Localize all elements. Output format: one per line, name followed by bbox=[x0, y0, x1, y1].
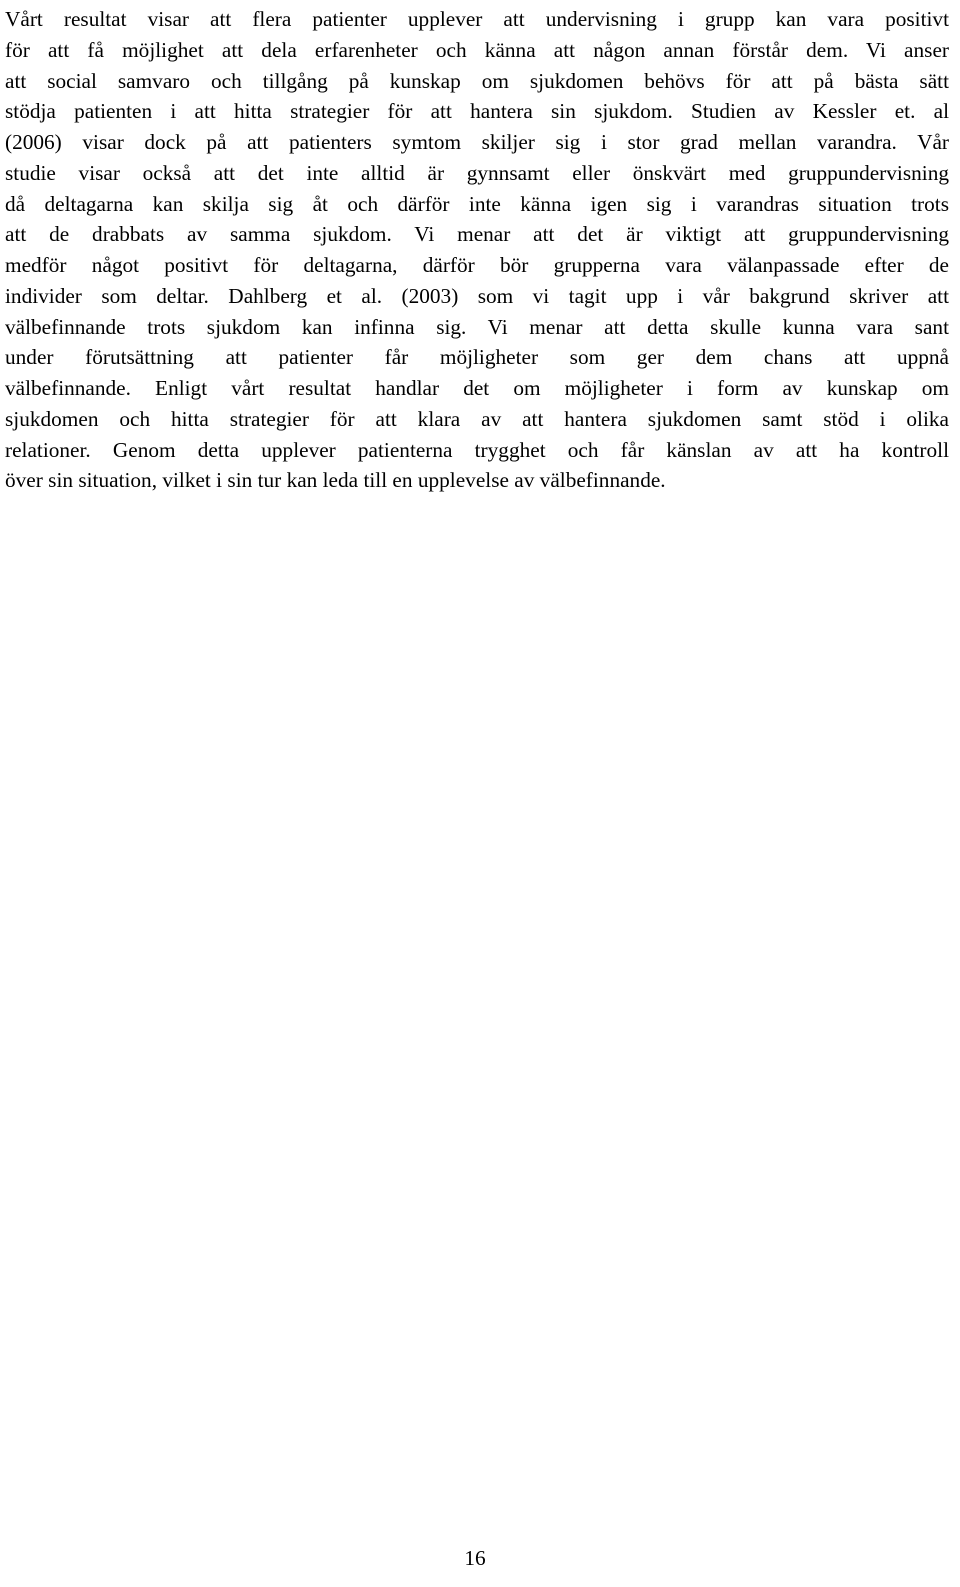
paragraph-line: stödja patienten i att hitta strategier för att hantera sin sjukdom. Studien av Kessler et. al bbox=[5, 99, 949, 124]
paragraph-line: att social samvaro och tillgång på kunskap om sjukdomen behövs för att på bästa sätt bbox=[5, 68, 949, 93]
body-paragraph bbox=[5, 4, 949, 496]
paragraph-line: individer som deltar. Dahlberg et al. (2003) som vi tagit upp i vår bakgrund skriver att bbox=[5, 283, 949, 308]
paragraph-line: medför något positivt för deltagarna, därför bör grupperna vara välanpassade efter de bbox=[5, 253, 949, 277]
paragraph-line: sjukdomen och hitta strategier för att klara av att hantera sjukdomen samt stöd i olika bbox=[5, 406, 949, 431]
paragraph-line: för att få möjlighet att dela erfarenheter och känna att någon annan förstår dem. Vi anser bbox=[5, 37, 949, 62]
paragraph-line: under förutsättning att patienter får möjligheter som ger dem chans att uppnå bbox=[5, 345, 949, 370]
paragraph-line: då deltagarna kan skilja sig åt och därför inte känna igen sig i varandras situation trots bbox=[5, 191, 949, 216]
paragraph-line: Vårt resultat visar att flera patienter upplever att undervisning i grupp kan vara positivt bbox=[5, 7, 949, 31]
paragraph-line: över sin situation, vilket i sin tur kan leda till en upplevelse av välbefinnande. bbox=[5, 468, 666, 493]
paragraph-line: välbefinnande trots sjukdom kan infinna sig. Vi menar att detta skulle kunna vara sant bbox=[5, 314, 949, 339]
paragraph-line: relationer. Genom detta upplever patienterna trygghet och får känslan av att ha kontroll bbox=[5, 437, 949, 462]
page-number: 16 bbox=[464, 1546, 486, 1570]
paragraph-line: välbefinnande. Enligt vårt resultat handlar det om möjligheter i form av kunskap om bbox=[5, 376, 949, 400]
paragraph-line: (2006) visar dock på att patienters symtom skiljer sig i stor grad mellan varandra. Vår bbox=[5, 130, 949, 154]
paragraph-line: att de drabbats av samma sjukdom. Vi menar att det är viktigt att gruppundervisning bbox=[5, 222, 949, 247]
paragraph-line: studie visar också att det inte alltid är gynnsamt eller önskvärt med gruppundervisning bbox=[5, 160, 949, 185]
